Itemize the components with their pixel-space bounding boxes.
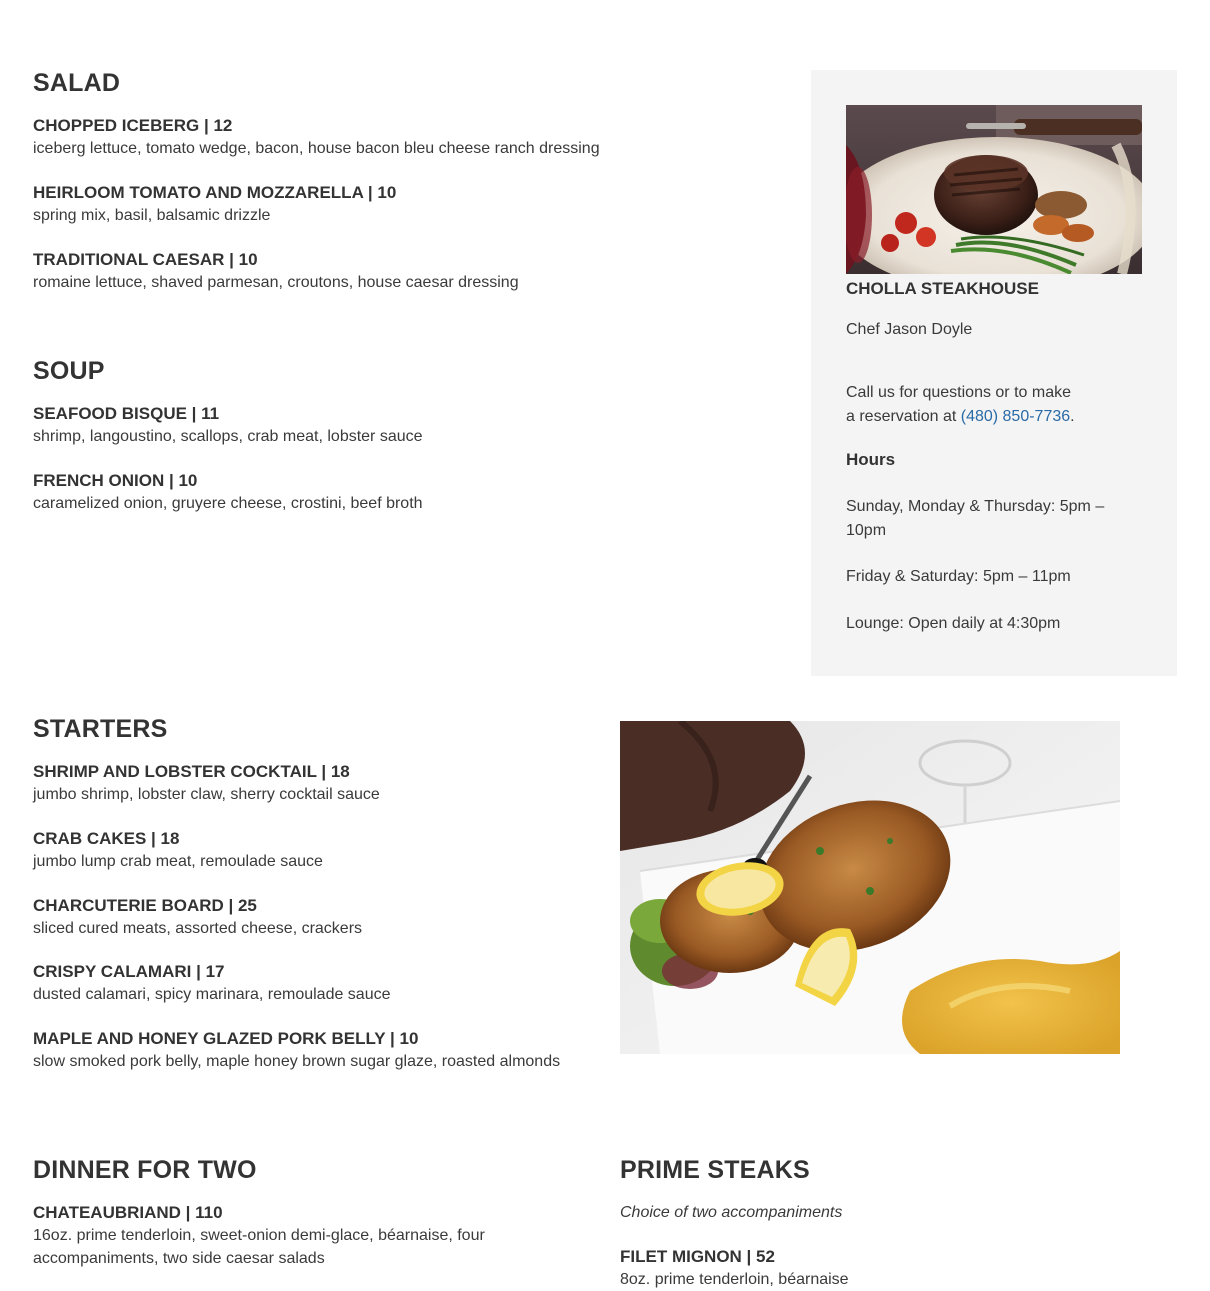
- menu-item: [33, 403, 733, 448]
- prime-steaks-subtitle: Choice of two accompaniments: [620, 1204, 843, 1221]
- item-desc: shrimp, langoustino, scallops, crab meat, lobster sauce: [33, 428, 423, 445]
- info-sidebar: [811, 70, 1177, 676]
- item-name: CRISPY CALAMARI | 17: [33, 962, 225, 981]
- menu-item: [620, 1246, 1180, 1291]
- section-title-salad: SALAD: [33, 69, 121, 97]
- item-desc: spring mix, basil, balsamic drizzle: [33, 207, 271, 224]
- hours-title: Hours: [846, 450, 896, 469]
- reservation-suffix: .: [1070, 408, 1075, 425]
- item-name: TRADITIONAL CAESAR | 10: [33, 250, 258, 269]
- item-name: HEIRLOOM TOMATO AND MOZZARELLA | 10: [33, 183, 397, 202]
- hours-weekday: Sunday, Monday & Thursday: 5pm – 10pm: [846, 498, 1105, 539]
- item-name: SEAFOOD BISQUE | 11: [33, 404, 220, 423]
- item-desc: iceberg lettuce, tomato wedge, bacon, house bacon bleu cheese ranch dressing: [33, 140, 600, 157]
- restaurant-name: CHOLLA STEAKHOUSE: [846, 279, 1039, 298]
- item-name: FILET MIGNON | 52: [620, 1247, 775, 1266]
- steak-photo: [846, 105, 1142, 274]
- item-desc: slow smoked pork belly, maple honey brown sugar glaze, roasted almonds: [33, 1053, 561, 1070]
- menu-item: [33, 895, 603, 940]
- item-desc: 8oz. prime tenderloin, béarnaise: [620, 1271, 849, 1288]
- crab-cakes-photo: [620, 721, 1120, 1054]
- reservation-line-1: Call us for questions or to make: [846, 384, 1071, 401]
- item-desc: romaine lettuce, shaved parmesan, croutons, house caesar dressing: [33, 274, 519, 291]
- menu-item: [33, 1028, 608, 1073]
- item-name: SHRIMP AND LOBSTER COCKTAIL | 18: [33, 762, 350, 781]
- item-desc: 16oz. prime tenderloin, sweet-onion demi-glace, béarnaise, four accompaniments, two side caesar salads: [33, 1227, 485, 1267]
- menu-item: [33, 249, 733, 294]
- item-name: CHOPPED ICEBERG | 12: [33, 116, 233, 135]
- steak-photo-illustration: [846, 105, 1142, 274]
- menu-item: [33, 182, 733, 227]
- item-name: MAPLE AND HONEY GLAZED PORK BELLY | 10: [33, 1029, 419, 1048]
- reservation-line-2: a reservation at: [846, 408, 961, 425]
- item-desc: caramelized onion, gruyere cheese, crostini, beef broth: [33, 495, 423, 512]
- section-title-soup: SOUP: [33, 357, 105, 385]
- menu-item: [33, 115, 733, 160]
- section-title-prime-steaks: PRIME STEAKS: [620, 1156, 810, 1184]
- item-name: CRAB CAKES | 18: [33, 829, 180, 848]
- item-name: CHARCUTERIE BOARD | 25: [33, 896, 257, 915]
- item-desc: sliced cured meats, assorted cheese, crackers: [33, 920, 363, 937]
- item-desc: dusted calamari, spicy marinara, remoulade sauce: [33, 986, 391, 1003]
- menu-item: [33, 761, 603, 806]
- reservation-info: [846, 381, 1146, 429]
- chef-name: Chef Jason Doyle: [846, 321, 973, 338]
- menu-item: [33, 828, 603, 873]
- section-title-starters: STARTERS: [33, 715, 168, 743]
- item-name: CHATEAUBRIAND | 110: [33, 1203, 223, 1222]
- item-name: FRENCH ONION | 10: [33, 471, 198, 490]
- menu-item: [33, 470, 733, 515]
- menu-item: [33, 961, 603, 1006]
- section-title-dinner-for-two: DINNER FOR TWO: [33, 1156, 257, 1184]
- hours-lounge: Lounge: Open daily at 4:30pm: [846, 615, 1061, 632]
- item-desc: jumbo lump crab meat, remoulade sauce: [33, 853, 323, 870]
- crab-cakes-illustration: [620, 721, 1120, 1054]
- item-desc: jumbo shrimp, lobster claw, sherry cocktail sauce: [33, 786, 380, 803]
- phone-link[interactable]: (480) 850-7736: [960, 408, 1071, 425]
- hours-weekend: Friday & Saturday: 5pm – 11pm: [846, 568, 1071, 585]
- menu-item: [33, 1202, 573, 1270]
